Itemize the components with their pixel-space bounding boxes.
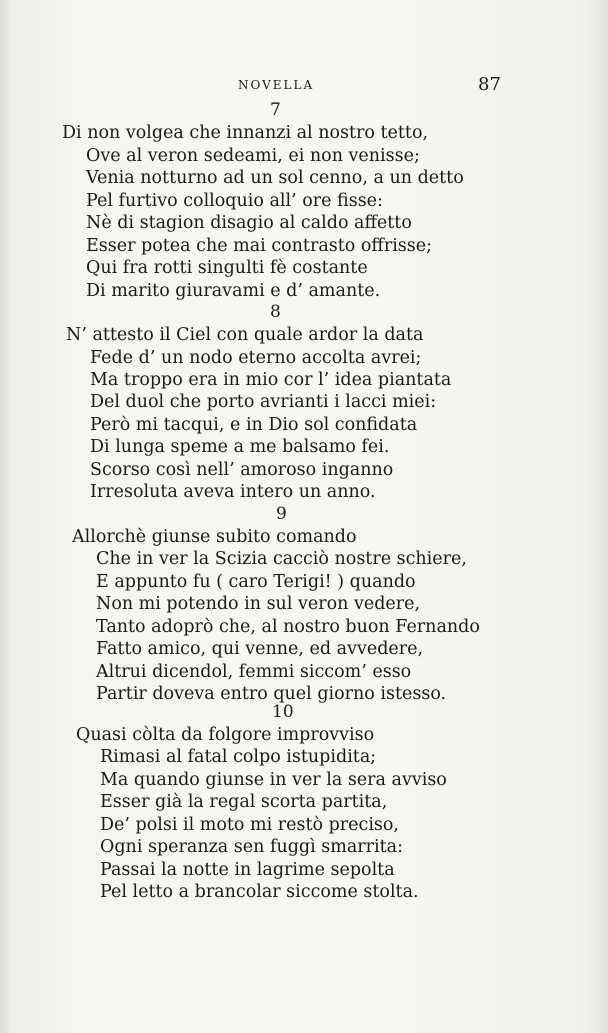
- verse-line: Scorso così nell’ amoroso inganno: [90, 460, 394, 480]
- verse-line: De’ polsi il moto mi restò preciso,: [100, 815, 399, 835]
- running-head-title: NOVELLA: [238, 78, 315, 92]
- verse-line: Che in ver la Scizia cacciò nostre schiere,: [96, 549, 467, 569]
- verse-line: Esser già la regal scorta partita,: [100, 792, 388, 812]
- verse-line: Esser potea che mai contrasto offrisse;: [86, 236, 433, 256]
- verse-line: Di lunga speme a me balsamo fei.: [90, 437, 390, 457]
- stanza-number: 9: [276, 504, 287, 524]
- page-edge-shadow: [586, 0, 608, 1033]
- verse-line: Irresoluta aveva intero un anno.: [90, 482, 376, 502]
- page-number: 87: [478, 74, 501, 95]
- verse-line: Ogni speranza sen fuggì smarrita:: [100, 837, 403, 857]
- verse-line: Ma troppo era in mio cor l’ idea piantata: [90, 370, 452, 390]
- verse-line: Del duol che porto avrianti i lacci miei:: [90, 392, 437, 412]
- verse-line: Altrui dicendol, femmi siccom’ esso: [96, 662, 412, 682]
- stanza-number: 7: [270, 100, 281, 120]
- verse-line: Pel furtivo colloquio all’ ore fisse:: [86, 191, 383, 211]
- verse-line: Nè di stagion disagio al caldo affetto: [86, 213, 412, 233]
- verse-line: Venia notturno ad un sol cenno, a un detto: [86, 168, 464, 188]
- verse-line: Passai la notte in lagrime sepolta: [100, 860, 395, 880]
- verse-line: Quasi còlta da folgore improvviso: [76, 725, 375, 745]
- verse-line: Rimasi al fatal colpo istupidita;: [100, 747, 377, 767]
- verse-line: Ove al veron sedeami, ei non venisse;: [86, 146, 420, 166]
- page-gutter-shadow: [0, 0, 12, 1033]
- verse-line: Di non volgea che innanzi al nostro tetto,: [62, 123, 429, 143]
- verse-line: Di marito giuravami e d’ amante.: [86, 281, 381, 301]
- verse-line: Però mi tacqui, e in Dio sol confidata: [90, 415, 418, 435]
- verse-line: Pel letto a brancolar siccome stolta.: [100, 882, 419, 902]
- verse-line: Fede d’ un nodo eterno accolta avrei;: [90, 348, 422, 368]
- verse-line: Partir doveva entro quel giorno istesso.: [96, 684, 447, 704]
- verse-line: Ma quando giunse in ver la sera avviso: [100, 770, 447, 790]
- verse-line: N’ attesto il Ciel con quale ardor la data: [66, 325, 424, 345]
- verse-line: Allorchè giunse subito comando: [72, 527, 357, 547]
- stanza-number: 8: [270, 302, 281, 322]
- stanza-number: 10: [272, 702, 294, 722]
- verse-line: Fatto amico, qui venne, ed avvedere,: [96, 639, 424, 659]
- verse-line: Qui fra rotti singulti fè costante: [86, 258, 368, 278]
- verse-line: E appunto fu ( caro Terigi! ) quando: [96, 572, 416, 592]
- verse-line: Tanto adoprò che, al nostro buon Fernando: [96, 617, 480, 637]
- verse-line: Non mi potendo in sul veron vedere,: [96, 594, 421, 614]
